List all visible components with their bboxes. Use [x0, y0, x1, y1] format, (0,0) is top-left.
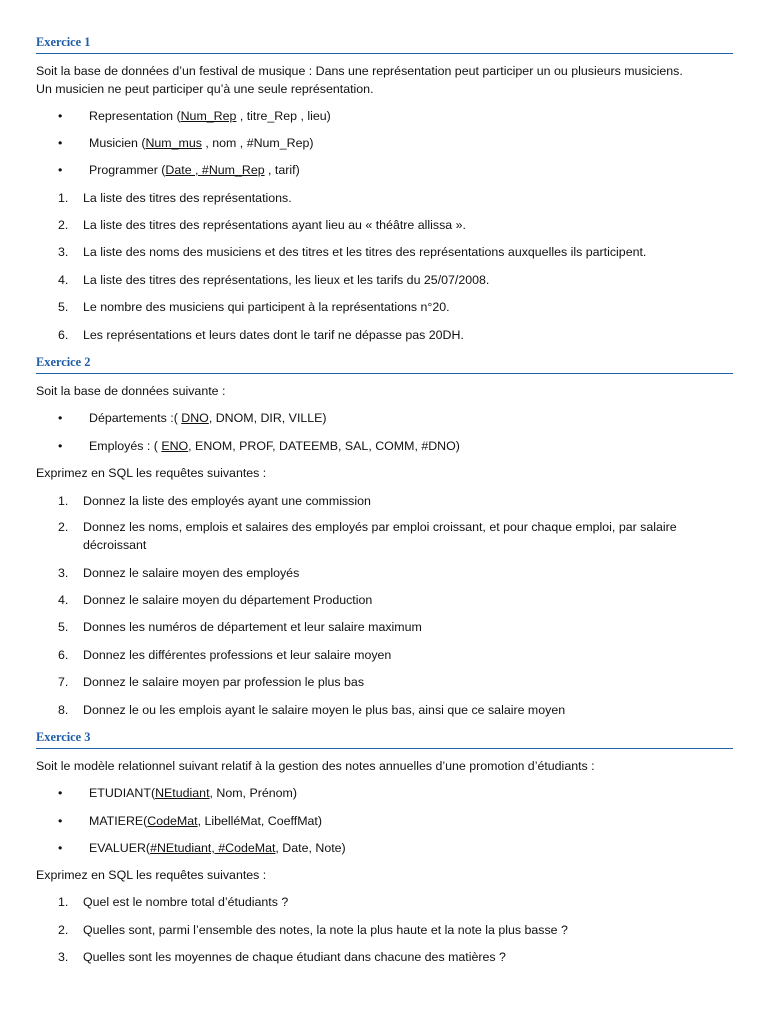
primary-key: DNO [181, 411, 209, 425]
exercise-3-title: Exercice 3 [36, 730, 733, 749]
primary-key: CodeMat [147, 814, 198, 828]
bullet-marker: • [58, 841, 63, 855]
primary-key: ENO [161, 439, 189, 453]
bullet-marker: • [58, 786, 63, 800]
exercise-3-prompt: Exprimez en SQL les requêtes suivantes : [36, 868, 267, 882]
exercise-3-intro: Soit le modèle relationnel suivant relatif à la gestion des notes annuelles d’une promotion d’étudiants : [36, 759, 595, 773]
exercise-1-intro-line-2: Un musicien ne peut participer qu’à une seule représentation. [36, 82, 374, 96]
bullet-marker: • [58, 109, 63, 123]
bullet-marker: • [58, 411, 63, 425]
primary-key: Date , #Num_Rep [165, 163, 265, 177]
bullet-marker: • [58, 439, 63, 453]
bullet-marker: • [58, 163, 63, 177]
primary-key: Num_Rep [180, 109, 237, 123]
exercise-1-intro-line-1: Soit la base de données d’un festival de musique : Dans une représentation peut participer un ou plusieurs musiciens. [36, 64, 683, 78]
exercise-2-intro: Soit la base de données suivante : [36, 384, 226, 398]
primary-key: NEtudiant [155, 786, 210, 800]
primary-key: #NEtudiant, #CodeMat [150, 841, 276, 855]
document-page: Exercice 1 Soit la base de données d’un festival de musique : Dans une représentation peut participer un ou plusieurs musiciens. Un musicien ne peut participer qu’à une seule représentation. • Representation (Num_Rep , titre_Rep , lieu) • Musicien (Num_mus , nom , #Num_Rep) • Programmer (Date , #Num_Rep , tarif) 1. La liste des titres des représentations. 2. La liste des titres des représentations ayant lieu au « théâtre allissa ». 3. La liste des noms des musiciens et des titres et les titres des représentations auxquelles ils participent. 4. La liste des titres des représentations, les lieux et les tarifs du 25/07/2008. 5. Le nombre des musiciens qui participent à la représentations n°20. 6. Les représentations et leurs dates dont le tarif ne dépasse pas 20DH. Exercice 2 Soit la base de données suivante : • Départements :( DNO, DNOM, DIR, VILLE) • Employés : ( ENO, ENOM, PROF, DATEEMB, SAL, COMM, #DNO) Exprimez en SQL les requêtes suivantes : 1. Donnez la liste des employés ayant une commission 2. Donnez les noms, emplois et salaires des employés par emploi croissant, et pour chaque emploi, par salaire décroissant 3. Donnez le salaire moyen des employés 4. Donnez le salaire moyen du département Production 5. Donnes les numéros de département et leur salaire maximum 6. Donnez les différentes professions et leur salaire moyen 7. Donnez le salaire moyen par profession le plus bas 8. Donnez le ou les emplois ayant le salaire moyen le plus bas, ainsi que ce salaire moyen Exercice 3 Soit le modèle relationnel suivant relatif à la gestion des notes annuelles d’une promotion d’étudiants : • ETUDIANT(NEtudiant, Nom, Prénom) • MATIERE(CodeMat, LibelléMat, CoeffMat) • EVALUER(#NEtudiant, #CodeMat, Date, Note) Exprimez en SQL les requêtes suivantes : 1. Quel est le nombre total d’étudiants ? 2. Quelles sont, parmi l’ensemble des notes, la note la plus haute et la note la plus basse ? 3. Quelles sont les moyennes de chaque étudiant dans chacune des matières ? [0, 0, 768, 1024]
exercise-2-title: Exercice 2 [36, 355, 733, 374]
exercise-1-title: Exercice 1 [36, 35, 733, 54]
primary-key: Num_mus [145, 136, 202, 150]
bullet-marker: • [58, 136, 63, 150]
bullet-marker: • [58, 814, 63, 828]
exercise-2-prompt: Exprimez en SQL les requêtes suivantes : [36, 466, 267, 480]
